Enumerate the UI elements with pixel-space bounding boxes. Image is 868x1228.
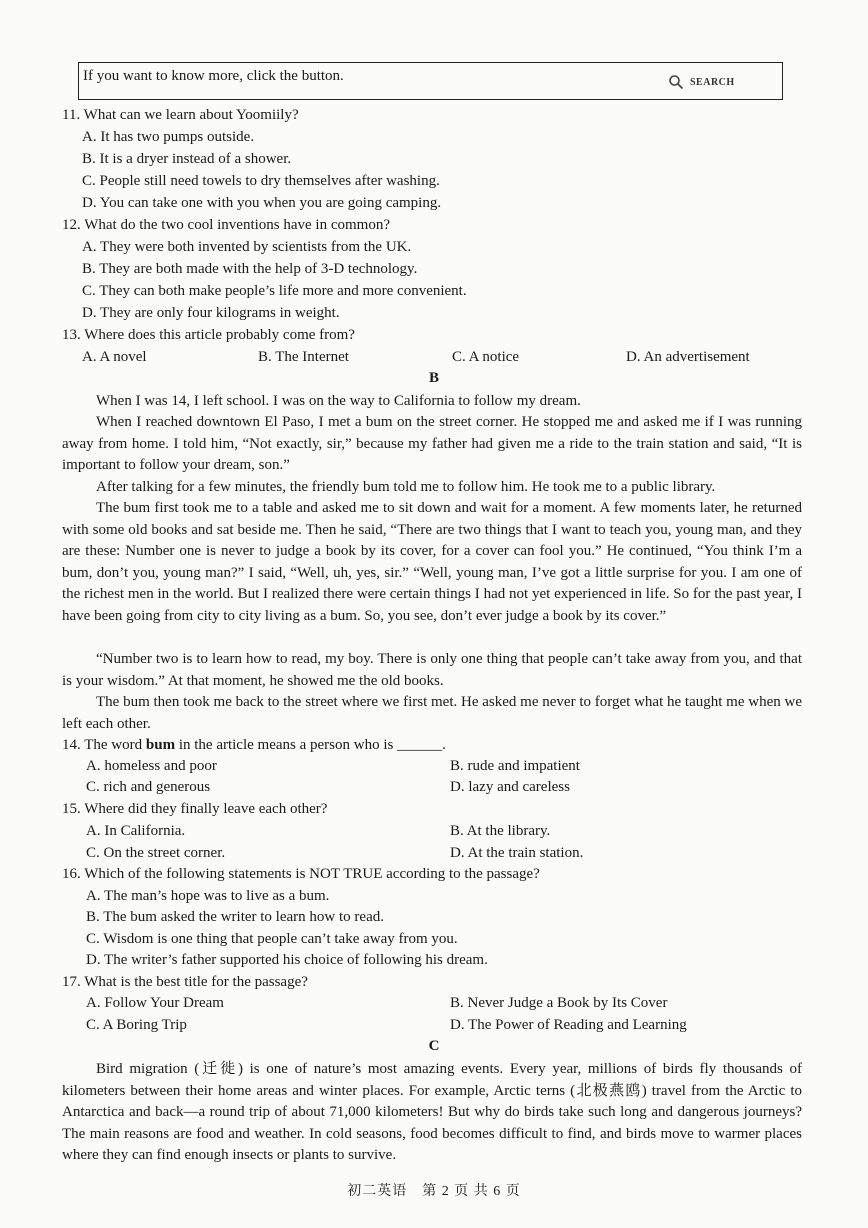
q13-option-b: B. The Internet: [258, 349, 349, 365]
q13-option-a: A. A novel: [82, 349, 147, 365]
passage-c-paragraph-1: Bird migration (迁徙) is one of nature’s most amazing events. Every year, millions of birds fly thousands of kilometers between their home areas and winter places. For example, Arctic terns (北极燕鸥) travel from the Arctic to Antarctica and back—a round trip of about 71,000 kilometers! But why do birds take such long and dangerous journeys? The main reasons are food and weather. In cold seasons, food becomes difficult to find, and birds move to warmer places where they can find enough insects or plants to survive.: [62, 1061, 802, 1164]
section-c-heading: C: [428, 1038, 440, 1054]
q15-option-d: D. At the train station.: [450, 845, 584, 861]
q14-stem: [62, 736, 446, 755]
q13-option-d: D. An advertisement: [626, 349, 750, 365]
info-banner: [78, 62, 783, 100]
search-button-label: SEARCH: [690, 76, 735, 88]
q12-option-d: D. They are only four kilograms in weight.: [82, 305, 340, 321]
section-b-heading: B: [428, 370, 439, 386]
q16-option-b: B. The bum asked the writer to learn how to read.: [86, 909, 384, 925]
passage-b-paragraph-1: When I was 14, I left school. I was on the way to California to follow my dream.: [96, 393, 581, 409]
q15-stem: 15. Where did they finally leave each other?: [62, 801, 328, 817]
page-footer: 初二英语 第 2 页 共 6 页: [347, 1184, 521, 1199]
q17-stem: 17. What is the best title for the passage?: [62, 974, 308, 990]
q14-keyword: bum: [145, 737, 176, 753]
q11-stem: 11. What can we learn about Yoomiily?: [62, 107, 299, 123]
q13-stem: 13. Where does this article probably come from?: [62, 327, 355, 343]
q15-option-a: A. In California.: [86, 823, 186, 839]
q11-option-c: C. People still need towels to dry themselves after washing.: [82, 173, 440, 189]
q16-option-d: D. The writer’s father supported his choice of following his dream.: [86, 952, 488, 968]
q15-option-b: B. At the library.: [450, 823, 551, 839]
banner-text: If you want to know more, click the button.: [83, 68, 344, 84]
q17-option-a: A. Follow Your Dream: [86, 995, 224, 1011]
passage-b-paragraph-3: After talking for a few minutes, the friendly bum told me to follow him. He took me to a public library.: [96, 479, 716, 495]
q17-option-d: D. The Power of Reading and Learning: [450, 1017, 687, 1033]
q14-option-d: D. lazy and careless: [450, 779, 570, 795]
passage-b-paragraph-2: When I reached downtown El Paso, I met a bum on the street corner. He stopped me and asked me if I was running away from home. I told him, “Not exactly, sir,” because my father had given me a ride to the train station and said, “It is important to follow your dream, son.”: [62, 414, 802, 474]
q16-option-a: A. The man’s hope was to live as a bum.: [86, 888, 330, 904]
search-icon: [668, 74, 684, 90]
search-button[interactable]: [668, 72, 768, 92]
q14-option-b: B. rude and impatient: [450, 758, 580, 774]
passage-b-paragraph-4: The bum first took me to a table and asked me to sit down and wait for a moment. A few moments later, he returned with some old books and sat beside me. Then he said, “There are two things that I want to teach you, young man, and they are these: Number one is never to judge a book by its cover, for a cover can fool you.” He continued, “You think I’m a bum, don’t you, young man?” I said, “Well, uh, yes, sir.” “Well, young man, I’ve got a little surprise for you. I am one of the richest men in the world. But I realized there were certain things I had not yet experienced in life. So for the past year, I have been going from city to city living as a bum. So, you see, don’t ever judge a book by its cover.”: [62, 500, 802, 624]
q16-option-c: C. Wisdom is one thing that people can’t take away from you.: [86, 931, 458, 947]
q14-stem-pre: 14. The word: [62, 737, 146, 753]
q16-stem: 16. Which of the following statements is NOT TRUE according to the passage?: [62, 866, 540, 882]
q12-option-a: A. They were both invented by scientists from the UK.: [82, 239, 412, 255]
q14-option-a: A. homeless and poor: [86, 758, 217, 774]
q14-option-c: C. rich and generous: [86, 779, 211, 795]
q11-option-a: A. It has two pumps outside.: [82, 129, 255, 145]
q13-option-c: C. A notice: [452, 349, 520, 365]
q15-option-c: C. On the street corner.: [86, 845, 226, 861]
q14-stem-post: in the article means a person who is ______.: [175, 737, 446, 753]
passage-b-paragraph-5: “Number two is to learn how to read, my boy. There is only one thing that people can’t take away from you, and that is your wisdom.” At that moment, he showed me the old books.: [62, 651, 802, 689]
passage-b-paragraph-6: The bum then took me back to the street where we first met. He asked me never to forget what he taught me when we left each other.: [62, 694, 802, 732]
q17-option-b: B. Never Judge a Book by Its Cover: [450, 995, 668, 1011]
q11-option-b: B. It is a dryer instead of a shower.: [82, 151, 292, 167]
q12-stem: 12. What do the two cool inventions have in common?: [62, 217, 390, 233]
q12-option-c: C. They can both make people’s life more and more convenient.: [82, 283, 467, 299]
q17-option-c: C. A Boring Trip: [86, 1017, 187, 1033]
q12-option-b: B. They are both made with the help of 3-D technology.: [82, 261, 418, 277]
q11-option-d: D. You can take one with you when you are going camping.: [82, 195, 442, 211]
